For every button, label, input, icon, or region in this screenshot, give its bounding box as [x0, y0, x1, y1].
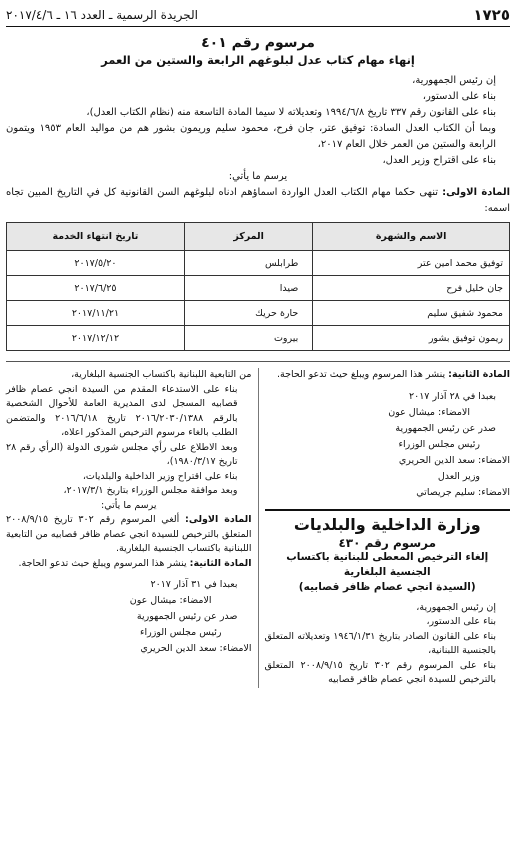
article-label: المادة الثانية: — [189, 557, 252, 569]
body-line: من التابعية اللبنانية باكتساب الجنسية البلغارية، — [71, 369, 252, 380]
signature-line: رئيس مجلس الوزراء — [398, 438, 480, 450]
cell-date: ٢٠١٧/٥/٢٠ — [7, 251, 185, 276]
body-line: وبعد موافقة مجلس الوزراء بتاريخ ٢٠١٧/٣/١، — [63, 485, 238, 496]
cell-name: جان خليل فرح — [313, 276, 510, 301]
decree-401-section — [6, 35, 510, 217]
body-line: وبعد الاطلاع على رأي مجلس شورى الدولة (الرأي رقم ٢٨ تاريخ ١٩٨٠/٣/١٧)، — [6, 441, 238, 467]
cell-center: بيروت — [184, 326, 312, 351]
article-label: المادة الاولى: — [442, 187, 510, 198]
decree-401-subtitle: إنهاء مهام كتاب عدل لبلوغهم الرابعة والستين من العمر — [101, 53, 415, 67]
column-header-end-date: تاريخ انتهاء الخدمة — [7, 223, 185, 251]
two-column-body — [6, 361, 510, 688]
signature-president: الامضاء: ميشال عون — [129, 595, 212, 606]
article-1 — [6, 185, 510, 217]
intro-line: بناء على الدستور، — [426, 616, 496, 627]
signature-date: بعبدا في ٢٨ آذار ٢٠١٧ — [409, 390, 496, 402]
table-row — [7, 276, 510, 301]
body-line: بناء على اقتراح وزير الداخلية والبلديات، — [82, 470, 238, 482]
decree-401-title: مرسوم رقم ٤٠١ — [201, 35, 315, 51]
table-row — [7, 326, 510, 351]
signature-minister: الامضاء: سليم جريصاتي — [416, 486, 510, 498]
article-text: ألغي المرسوم رقم ٣٠٢ تاريخ ٢٠٠٨/٩/١٥ المتعلق بالترخيص للسيدة انجي عصام ظافر قصابيه من التابعية اللبنانية باكتساب الجنسية البلغارية. — [6, 514, 252, 554]
intro-line: بناء على المرسوم رقم ٣٠٢ تاريخ ٢٠٠٨/٩/١٥ المتعلق بالترخيص للسيدة انجي عصام ظافر قصابيه — [264, 659, 496, 685]
article-text: تنهى حكما مهام الكتاب العدل الواردة اسماؤهم ادناه لبلوغهم السن القانونية كل في التاريخ المبين تجاه اسمه: — [6, 187, 510, 214]
cell-name: محمود شفيق سليم — [313, 301, 510, 326]
article-1 — [6, 513, 252, 557]
decree-430-subtitle: إلغاء الترخيص المعطى للبنانية باكتساب — [286, 550, 489, 563]
article-label: المادة الاولى: — [185, 514, 252, 525]
decree-430-signatures — [6, 577, 252, 657]
signature-pm: الامضاء: سعد الدين الحريري — [140, 643, 252, 654]
signature-line: صدر عن رئيس الجمهورية — [136, 611, 238, 622]
intro-line: بناء على اقتراح وزير العدل، — [382, 155, 496, 166]
table-header-row — [7, 223, 510, 251]
decrees-line: يرسم ما يأتي: — [101, 499, 157, 511]
cell-name: ريمون توفيق بشور — [313, 326, 510, 351]
column-header-name: الاسم والشهرة — [313, 223, 510, 251]
page-number: ١٧٢٥ — [473, 6, 510, 24]
cell-center: طرابلس — [184, 251, 312, 276]
article-text: ينشر هذا المرسوم ويبلغ حيث تدعو الحاجة. — [18, 557, 187, 569]
intro-line: إن رئيس الجمهورية، — [412, 75, 496, 86]
signature-line: صدر عن رئيس الجمهورية — [395, 422, 496, 434]
signature-line: وزير العدل — [437, 470, 480, 482]
cell-center: حارة حريك — [184, 301, 312, 326]
article-label: المادة الثانية: — [448, 369, 510, 380]
cell-date: ٢٠١٧/١١/٢١ — [7, 301, 185, 326]
decree-430-subtitle: (السيدة انجي عصام ظافر قصابيه) — [298, 580, 476, 593]
intro-line: وبما أن الكتاب العدل السادة: توفيق عتر، جان فرح، محمود سليم وريمون بشور هم من مواليد العام ١٩٥٣ ويتمون الرابعة والستين من العمر خلال العام ٢٠١٧، — [6, 123, 496, 150]
decree-430-title: مرسوم رقم ٤٣٠ — [338, 535, 437, 550]
body-line: بناء على الاستدعاء المقدم من السيدة انجي عصام ظافر قصابيه المسجل لدى المديرية العامة للأحوال الشخصية بالرقم ٢٠١٦/٢٠٣٠/١٣٨٨ تاريخ ٢٠١٦/٦/١٨ والمتضمن الطلب بالغاء مرسوم الترخيص المذكور اعلاه، — [6, 383, 238, 438]
decree-401-signatures — [265, 389, 511, 501]
gazette-title: الجريدة الرسمية ـ العدد ١٦ ـ ٢٠١٧/٤/٦ — [6, 8, 198, 22]
right-column — [259, 368, 511, 688]
decrees-line: يرسم ما يأتي: — [228, 171, 288, 182]
intro-line: بناء على القانون رقم ٣٣٧ تاريخ ١٩٩٤/٦/٨ وتعديلاته لا سيما المادة التاسعة منه (نظام الكتاب العدل)، — [86, 107, 496, 118]
table-row — [7, 301, 510, 326]
signature-line: رئيس مجلس الوزراء — [140, 627, 222, 638]
ministry-heading: وزارة الداخلية والبلديات — [265, 509, 511, 534]
table-row — [7, 251, 510, 276]
page-header — [6, 4, 510, 27]
notaries-table — [6, 222, 510, 351]
signature-date: بعبدا في ٣١ آذار ٢٠١٧ — [150, 579, 238, 590]
cell-name: توفيق محمد امين عتر — [313, 251, 510, 276]
article-text: ينشر هذا المرسوم ويبلغ حيث تدعو الحاجة. — [277, 369, 446, 380]
column-divider — [258, 368, 259, 688]
left-column — [6, 368, 258, 688]
intro-line: إن رئيس الجمهورية، — [416, 601, 496, 613]
intro-line: بناء على القانون الصادر بتاريخ ١٩٤٦/١/٣١ وتعديلاته المتعلق بالجنسية اللبنانية، — [264, 630, 496, 656]
cell-date: ٢٠١٧/٦/٢٥ — [7, 276, 185, 301]
article-2 — [6, 557, 252, 572]
column-header-center: المركز — [184, 223, 312, 251]
cell-center: صيدا — [184, 276, 312, 301]
cell-date: ٢٠١٧/١٢/١٢ — [7, 326, 185, 351]
signature-president: الامضاء: ميشال عون — [388, 406, 470, 418]
article-2 — [265, 368, 511, 383]
intro-line: بناء على الدستور، — [422, 91, 496, 102]
signature-pm: الامضاء: سعد الدين الحريري — [398, 454, 510, 466]
decree-430-subtitle: الجنسية البلغارية — [343, 565, 431, 578]
